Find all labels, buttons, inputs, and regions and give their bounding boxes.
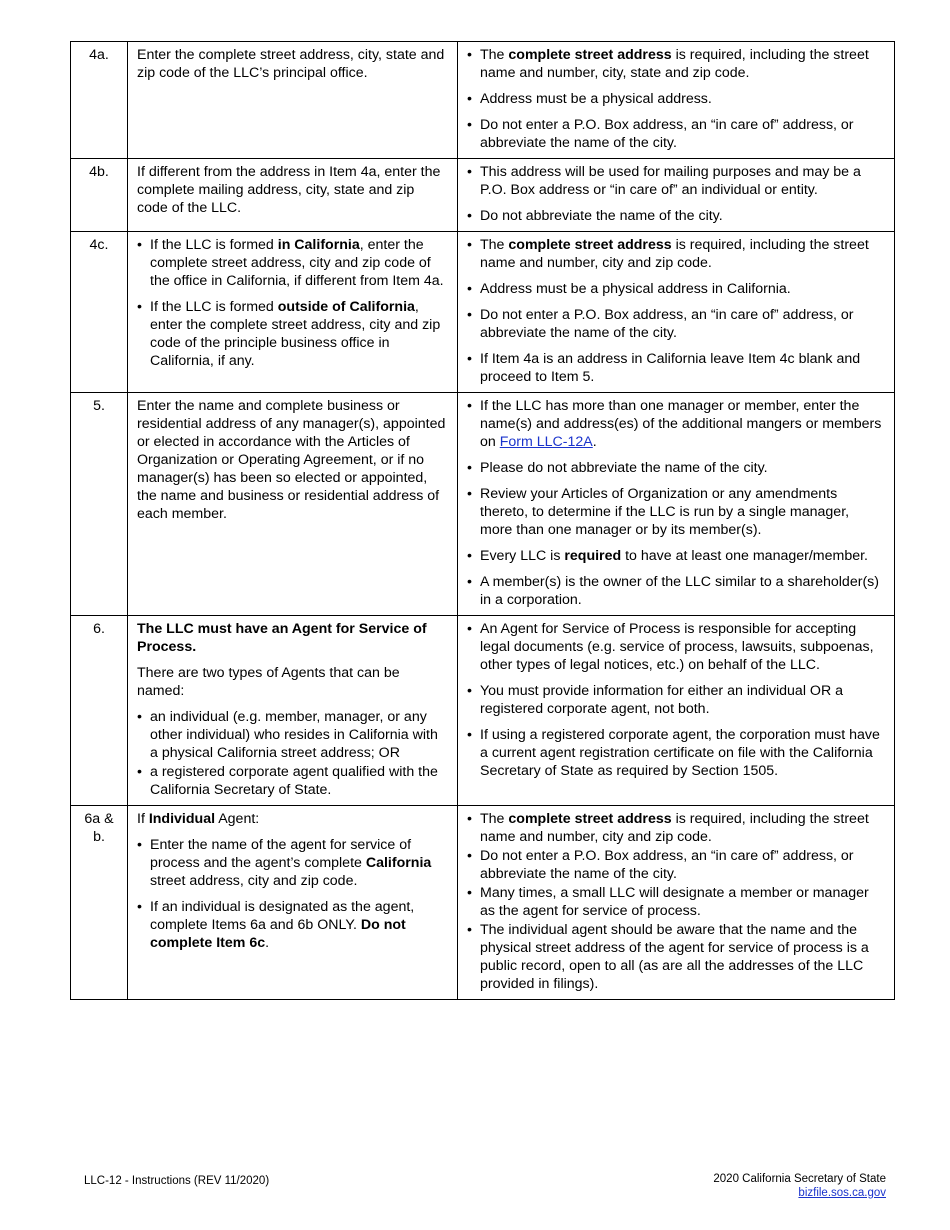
list-item: • Do not enter a P.O. Box address, an “in care of” address, or abbreviate the name of the city. bbox=[467, 116, 885, 152]
list-item: • The complete street address is required, including the street name and number, city, state and zip code. bbox=[467, 46, 885, 82]
list-item: • Address must be a physical address in California. bbox=[467, 280, 885, 298]
list-item: • Review your Articles of Organization or any amendments thereto, to determine if the LLC is run by a single manager, more than one manager or by its member(s). bbox=[467, 485, 885, 539]
item-notes bbox=[458, 806, 895, 1000]
item-description: If Individual Agent: • Enter the name of the agent for service of process and the agent’s complete California street address, city and zip code. • If an individual is designated as the agent, complete Items 6a and 6b ONLY. Do not complete Item 6c. bbox=[128, 806, 458, 1000]
table-row bbox=[71, 616, 895, 806]
list-item: • Enter the name of the agent for service of process and the agent’s complete California street address, city and zip code. bbox=[137, 836, 448, 890]
list-item: • Do not enter a P.O. Box address, an “in care of” address, or abbreviate the name of the city. bbox=[467, 847, 885, 883]
instructions-table bbox=[70, 41, 895, 1000]
form-llc-12a-link[interactable]: Form LLC-12A bbox=[499, 434, 593, 450]
list-item: • Do not abbreviate the name of the city. bbox=[467, 207, 885, 225]
table-row bbox=[71, 806, 895, 1000]
list-item: • a registered corporate agent qualified with the California Secretary of State. bbox=[137, 763, 448, 799]
item-notes bbox=[458, 42, 895, 159]
list-item: • If an individual is designated as the agent, complete Items 6a and 6b ONLY. Do not complete Item 6c. bbox=[137, 898, 448, 952]
list-item: • A member(s) is the owner of the LLC similar to a shareholder(s) in a corporation. bbox=[467, 573, 885, 609]
item-number: 6a & b. bbox=[71, 806, 128, 1000]
item-notes bbox=[458, 393, 895, 616]
list-item: • If Item 4a is an address in California leave Item 4c blank and proceed to Item 5. bbox=[467, 350, 885, 386]
list-item: • Please do not abbreviate the name of the city. bbox=[467, 459, 885, 477]
table-row bbox=[71, 393, 895, 616]
table-row bbox=[71, 42, 895, 159]
item-notes bbox=[458, 232, 895, 393]
table-row bbox=[71, 232, 895, 393]
item-notes bbox=[458, 616, 895, 806]
table-row bbox=[71, 159, 895, 232]
list-item: • If the LLC has more than one manager or member, enter the name(s) and address(es) of the additional mangers or members on Form LLC-12A. bbox=[467, 397, 885, 451]
list-item: • Do not enter a P.O. Box address, an “in care of” address, or abbreviate the name of the city. bbox=[467, 306, 885, 342]
item-description: If different from the address in Item 4a, enter the complete mailing address, city, state and zip code of the LLC. bbox=[128, 159, 458, 232]
list-item: • Many times, a small LLC will designate a member or manager as the agent for service of process. bbox=[467, 884, 885, 920]
bizfile-link[interactable]: bizfile.sos.ca.gov bbox=[798, 1187, 886, 1199]
list-item: • The complete street address is required, including the street name and number, city and zip code. bbox=[467, 810, 885, 846]
list-item: • an individual (e.g. member, manager, or any other individual) who resides in California with a physical California street address; OR bbox=[137, 708, 448, 762]
agent-heading: The LLC must have an Agent for Service of Process. bbox=[137, 621, 427, 655]
list-item: • Address must be a physical address. bbox=[467, 90, 885, 108]
item-number: 4a. bbox=[71, 42, 128, 159]
item-description bbox=[128, 232, 458, 393]
item-description: The LLC must have an Agent for Service of Process. There are two types of Agents that can be named: • an individual (e.g. member, manager, or any other individual) who resides in California with a physical California street address; OR • a registered corporate agent qualified with the California Secretary of State. bbox=[128, 616, 458, 806]
footer-form-id: LLC-12 - Instructions (REV 11/2020) bbox=[84, 1175, 270, 1187]
item-description: Enter the complete street address, city, state and zip code of the LLC’s principal office. bbox=[128, 42, 458, 159]
list-item: • If the LLC is formed outside of California, enter the complete street address, city and zip code of the principle business office in California, if any. bbox=[137, 298, 448, 370]
list-item: • Every LLC is required to have at least one manager/member. bbox=[467, 547, 885, 565]
list-item: • This address will be used for mailing purposes and may be a P.O. Box address or “in care of” an individual or entity. bbox=[467, 163, 885, 199]
item-number: 5. bbox=[71, 393, 128, 616]
footer-copyright: 2020 California Secretary of State bizfile.sos.ca.gov bbox=[713, 1173, 886, 1199]
list-item: • If using a registered corporate agent, the corporation must have a current agent registration certificate on file with the California Secretary of State as required by Section 1505. bbox=[467, 726, 885, 780]
item-description: Enter the name and complete business or residential address of any manager(s), appointed or elected in accordance with the Articles of Organization or Operating Agreement, or if no manager(s) has been so elected or appointed, the name and business or residential address of each member. bbox=[128, 393, 458, 616]
item-number: 6. bbox=[71, 616, 128, 806]
list-item: • The complete street address is required, including the street name and number, city and zip code. bbox=[467, 236, 885, 272]
list-item: • An Agent for Service of Process is responsible for accepting legal documents (e.g. service of process, lawsuits, subpoenas, other types of legal notices, etc.) on behalf of the LLC. bbox=[467, 620, 885, 674]
item-number: 4c. bbox=[71, 232, 128, 393]
item-notes bbox=[458, 159, 895, 232]
list-item: • If the LLC is formed in California, enter the complete street address, city and zip code of the office in California, if different from Item 4a. bbox=[137, 236, 448, 290]
list-item: • You must provide information for either an individual OR a registered corporate agent, not both. bbox=[467, 682, 885, 718]
item-number: 4b. bbox=[71, 159, 128, 232]
list-item: • The individual agent should be aware that the name and the physical street address of the agent for service of process is a public record, open to all (as are all the addresses of the LLC provided in filings). bbox=[467, 921, 885, 993]
